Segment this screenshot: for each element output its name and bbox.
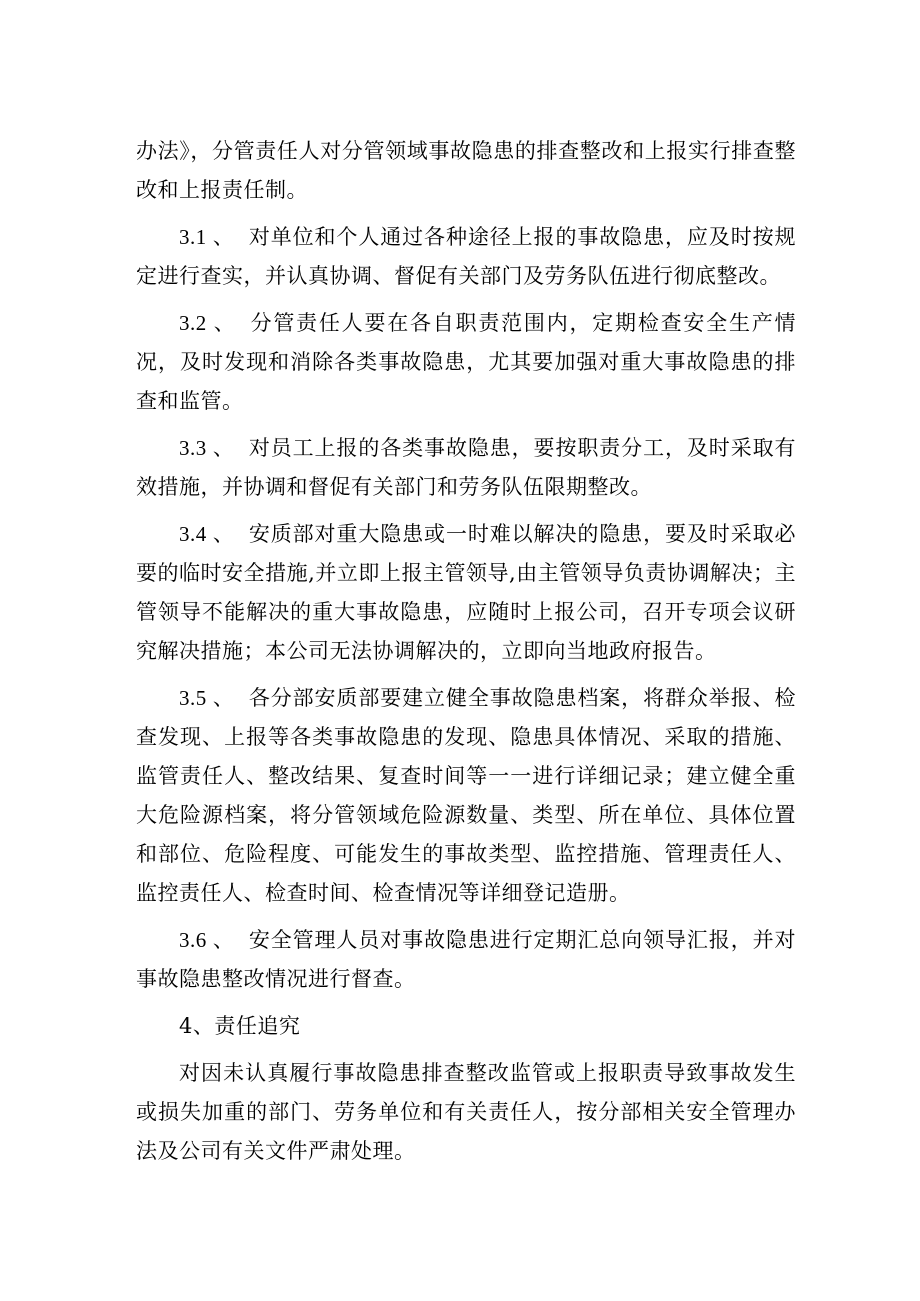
clause-number: 3.5 、 [179,686,235,710]
clause-3-1 [136,218,796,296]
clause-text: 安全管理人员对事故隐患进行定期汇总向领导汇报，并对事故隐患整改情况进行督查。 [136,928,797,991]
clause-text: 对员工上报的各类事故隐患，要按职责分工，及时采取有效措施，并协调和督促有关部门和劳务队伍限期整改。 [136,436,797,499]
clause-text: 对单位和个人通过各种途径上报的事故隐患，应及时按规定进行查实，并认真协调、督促有关部门及劳务队伍进行彻底整改。 [136,225,797,288]
clause-3-2 [136,304,796,421]
clause-text: 各分部安质部要建立健全事故隐患档案，将群众举报、检查发现、上报等各类事故隐患的发现、隐患具体情况、采取的措施、监管责任人、整改结果、复查时间等一一进行详细记录；建立健全重大危险源档案，将分管领域危险源数量、类型、所在单位、具体位置和部位、危险程度、可能发生的事故类型、监控措施、管理责任人、监控责任人、检查时间、检查情况等详细登记造册。 [136,686,797,905]
clause-3-5 [136,679,796,913]
section-heading-4 [136,1007,796,1046]
clause-number: 3.2 、 [179,311,237,335]
clause-number: 3.4 、 [179,522,235,546]
section-heading-text: 4、责任追究 [179,1014,301,1038]
clause-3-4 [136,515,796,671]
clause-text: 安质部对重大隐患或一时难以解决的隐患，要及时采取必要的临时安全措施,并立即上报主管领导,由主管领导负责协调解决；主管领导不能解决的重大事故隐患，应随时上报公司，召开专项会议研究解决措施；本公司无法协调解决的，立即向当地政府报告。 [136,522,797,663]
document-page [136,132,796,1179]
paragraph-liability [136,1054,796,1171]
clause-text: 分管责任人要在各自职责范围内，定期检查安全生产情况，及时发现和消除各类事故隐患，尤其要加强对重大事故隐患的排查和监管。 [136,311,797,413]
clause-number: 3.1 、 [179,225,235,249]
paragraph-text: 对因未认真履行事故隐患排查整改监管或上报职责导致事故发生或损失加重的部门、劳务单位和有关责任人，按分部相关安全管理办法及公司有关文件严肃处理。 [136,1061,796,1163]
clause-3-6 [136,921,796,999]
paragraph-text: 办法》，分管责任人对分管领域事故隐患的排查整改和上报实行排查整改和上报责任制。 [136,139,796,202]
clause-number: 3.3 、 [179,436,235,460]
clause-3-3 [136,429,796,507]
paragraph-continuation [136,132,796,210]
clause-number: 3.6 、 [179,928,235,952]
